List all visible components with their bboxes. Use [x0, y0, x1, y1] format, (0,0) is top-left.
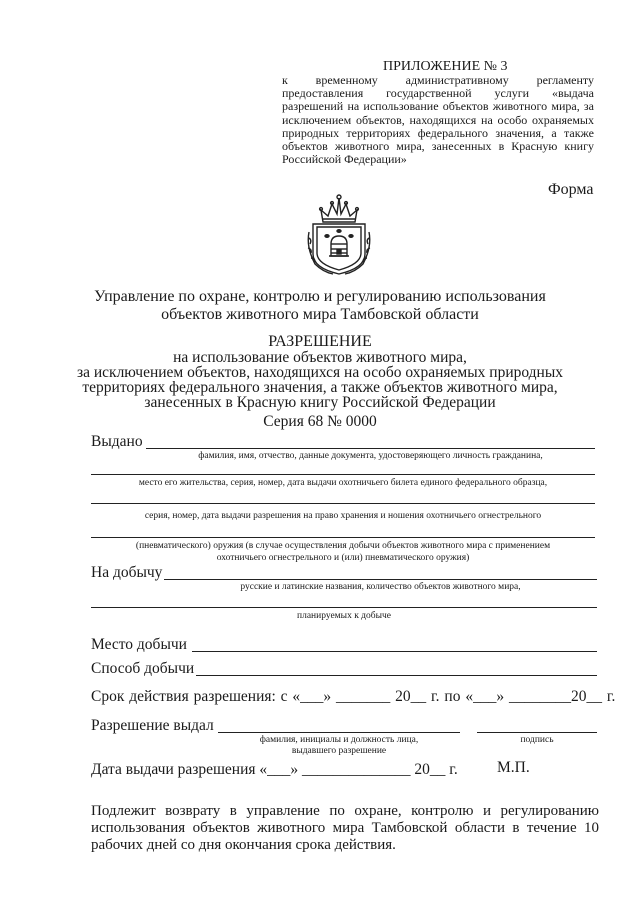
- issue-date-field[interactable]: Дата выдачи разрешения «___» ______________ 20__ г.: [91, 761, 458, 778]
- issued-to-hint-4a: (пневматического) оружия (в случае осуществления добычи объектов животного мира с применением: [135, 541, 551, 551]
- tambov-coat-of-arms-icon: [303, 192, 375, 276]
- hunt-for-line-2[interactable]: [91, 607, 597, 608]
- method-label: Способ добычи: [91, 660, 195, 677]
- issued-to-hint-1: фамилия, имя, отчество, данные документа, удостоверяющего личность гражданина,: [198, 451, 543, 461]
- place-label: Место добычи: [91, 636, 187, 653]
- authority-line2: объектов животного мира Тамбовской области: [161, 306, 479, 323]
- permit-series: Серия 68 № 0000: [263, 413, 377, 430]
- place-line[interactable]: [192, 651, 597, 652]
- authority-line1: Управление по охране, контролю и регулированию использования: [94, 288, 546, 305]
- permit-line1: на использование объектов животного мира,: [173, 349, 467, 366]
- issued-by-line[interactable]: [218, 732, 460, 733]
- hunt-for-line[interactable]: [164, 579, 597, 580]
- signature-line[interactable]: [477, 732, 597, 733]
- issued-by-label: Разрешение выдал: [91, 717, 214, 734]
- method-line[interactable]: [196, 675, 597, 676]
- issued-by-hint-2: выдавшего разрешение: [291, 746, 387, 756]
- appendix-title: ПРИЛОЖЕНИЕ № 3: [383, 59, 508, 74]
- issued-to-label: Выдано: [91, 433, 143, 450]
- issued-to-hint-2: место его жительства, серия, номер, дата выдачи охотничьего билета единого федерального образца,: [138, 478, 548, 488]
- issued-to-hint-4b: охотничьего огнестрельного и (или) пневматического оружия): [216, 553, 470, 563]
- return-notice: Подлежит возврату в управление по охране, контролю и регулированию использования объектов животного мира Тамбовской области в течение 10 рабочих дней со дня окончания срока действия.: [91, 803, 599, 853]
- issued-to-hint-3: серия, номер, дата выдачи разрешения на право хранения и ношения охотничьего огнестрельного: [144, 511, 542, 521]
- issued-to-line-2[interactable]: [91, 474, 595, 475]
- signature-hint: подпись: [520, 735, 554, 745]
- issued-to-line-3[interactable]: [91, 503, 595, 504]
- validity-field[interactable]: Срок действия разрешения: с «___» _______ 20__ г. по «___» ________20__ г.: [91, 688, 616, 705]
- issued-to-line[interactable]: [146, 448, 595, 449]
- appendix-text: к временному административному регламенту предоставления государственной услуги «выдача разрешений на использование объектов животного мира, за исключением объектов, находящихся на особо охраняемых природных территориях федерального значения, а также объектов животного мира, занесенных в Красную книгу Российской Федерации»: [282, 73, 594, 167]
- hunt-for-label: На добычу: [91, 564, 163, 581]
- hunt-for-hint-1: русские и латинские названия, количество объектов животного мира,: [240, 582, 521, 592]
- hunt-for-hint-2: планируемых к добыче: [297, 611, 391, 621]
- permit-line2: за исключением объектов, находящихся на особо охраняемых природных: [76, 364, 564, 381]
- issued-to-line-4[interactable]: [91, 537, 595, 538]
- form-label: Форма: [548, 181, 594, 198]
- stamp-label: М.П.: [497, 759, 530, 776]
- permit-line3: территориях федерального значения, а также объектов животного мира,: [82, 379, 558, 396]
- issued-by-hint-1: фамилия, инициалы и должность лица,: [259, 735, 419, 745]
- permit-line4: занесенных в Красную книгу Российской Федерации: [144, 394, 496, 411]
- permit-title: РАЗРЕШЕНИЕ: [268, 333, 372, 350]
